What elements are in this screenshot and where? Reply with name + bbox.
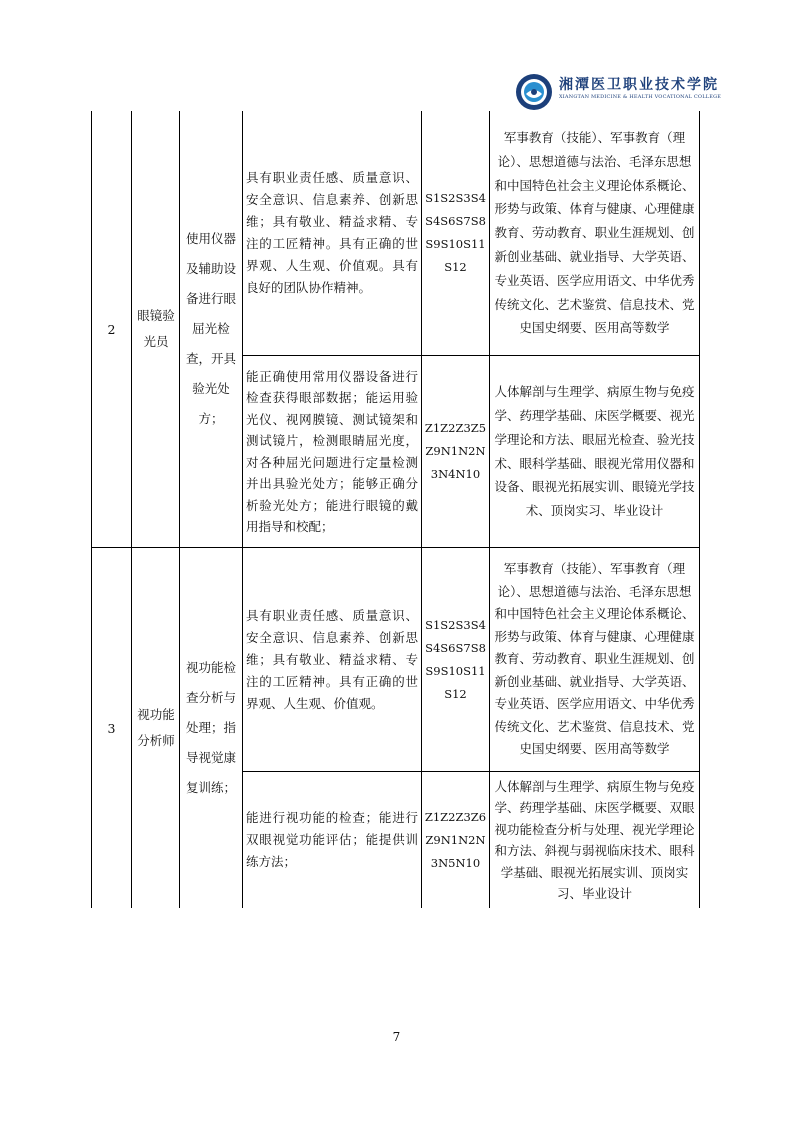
position-title: 视功能分析师 bbox=[137, 707, 175, 748]
college-name-cn: 湘潭医卫职业技术学院 bbox=[559, 77, 719, 93]
college-logo bbox=[514, 72, 722, 112]
supporting-courses: 军事教育（技能）、军事教育（理论）、思想道德与法治、毛泽东思想和中国特色社会主义理论体系概论、形势与政策、体育与健康、心理健康教育、劳动教育、职业生涯规划、创新创业基础、就业指导、大学英语、专业英语、医学应用语文、中华优秀传统文化、艺术鉴赏、信息技术、党史国史纲要、医用高等数学 bbox=[494, 129, 695, 336]
college-emblem-icon bbox=[514, 72, 554, 112]
supporting-courses: 人体解剖与生理学、病原生物与免疫学、药理学基础、床医学概要、视光学理论和方法、眼屈光检查、验光技术、眼科学基础、眼视光常用仪器和设备、眼视光拓展实训、眼镜光学技术、顶岗实习、毕业设计 bbox=[494, 384, 695, 519]
ability-requirement: 具有职业责任感、质量意识、安全意识、信息素养、创新思维；具有敬业、精益求精、专注的工匠精神。具有正确的世界观、人生观、价值观。具有良好的团队协作精神。 bbox=[246, 170, 418, 295]
ability-codes: Z1Z2Z3Z5Z9N1N2N3N4N10 bbox=[424, 421, 487, 481]
supporting-courses: 军事教育（技能）、军事教育（理论）、思想道德与法治、毛泽东思想和中国特色社会主义理论体系概论、形势与政策、体育与健康、心理健康教育、劳动教育、职业生涯规划、创新创业基础、就业指导、大学英语、专业英语、医学应用语文、中华优秀传统文化、艺术鉴赏、信息技术、党史国史纲要、医用高等数学 bbox=[494, 561, 695, 757]
position-title: 眼镜验光员 bbox=[137, 308, 175, 349]
row-number: 2 bbox=[107, 321, 116, 337]
page-number: 7 bbox=[392, 1030, 401, 1044]
ability-requirement: 具有职业责任感、质量意识、安全意识、信息素养、创新思维；具有敬业、精益求精、专注的工匠精神。具有正确的世界观、人生观、价值观。 bbox=[246, 607, 418, 711]
ability-codes: Z1Z2Z3Z6Z9N1N2N3N5N10 bbox=[424, 809, 487, 870]
work-task: 使用仪器及辅助设备进行眼屈光检查，开具验光处方； bbox=[185, 231, 236, 426]
work-task: 视功能检查分析与处理；指导视觉康复训练； bbox=[185, 660, 236, 795]
supporting-courses: 人体解剖与生理学、病原生物与免疫学、药理学基础、床医学概要、双眼视功能检查分析与处理、视光学理论和方法、斜视与弱视临床技术、眼科学基础、眼视光拓展实训、顶岗实习、毕业设计 bbox=[494, 778, 695, 901]
ability-requirement: 能正确使用常用仪器设备进行检查获得眼部数据；能运用验光仪、视网膜镜、测试镜架和测试镜片，检测眼睛屈光度，对各种屈光问题进行定量检测并出具验光处方；能够正确分析验光处方；能进行眼镜的戴用指导和校配； bbox=[246, 368, 418, 534]
college-name-en: XIANGTAN MEDICINE & HEALTH VOCATIONAL COLLEGE bbox=[559, 94, 722, 100]
ability-codes: S1S2S3S4S4S6S7S8S9S10S11S12 bbox=[425, 617, 486, 701]
ability-requirement: 能进行视功能的检查；能进行双眼视觉功能评估；能提供训练方法； bbox=[246, 810, 418, 869]
ability-codes: S1S2S3S4S4S6S7S8S9S10S11S12 bbox=[425, 191, 486, 274]
row-number: 3 bbox=[107, 720, 116, 736]
